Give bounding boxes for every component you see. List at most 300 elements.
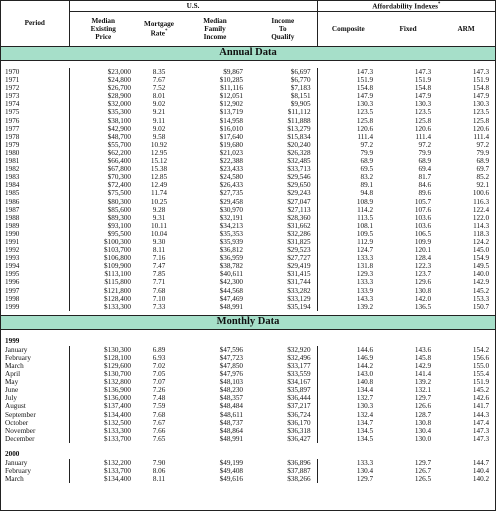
median-price-cell: $115,800 [69,278,137,286]
arm-index-cell: 145.2 [472,386,490,395]
arm-index-cell: 124.2 [472,237,490,246]
composite-index-cell: 130.3 [317,402,379,410]
arm-index-cell: 147.3 [472,434,490,443]
fixed-index-cell: 142.9 [414,362,432,370]
monthly-row [1,411,495,419]
period-cell: March [5,362,24,370]
fixed-index-cell: 79.9 [418,148,432,157]
median-price-cell: $106,800 [69,254,137,262]
income-to-qualify-cell: $20,240 [287,140,311,149]
income-to-qualify-cell: $33,177 [287,362,311,370]
period-cell: 1990 [5,229,20,238]
mortgage-rate-cell: 7.67 [152,76,166,85]
period-header: Period [1,1,69,47]
period-cell: 1970 [5,68,20,76]
median-income-cell: $42,300 [219,278,243,287]
monthly-row [1,459,495,467]
fixed-index-cell: 128.7 [414,410,432,419]
median-income-cell: $48,737 [219,418,243,427]
composite-header: Composite [317,12,379,47]
mortgage-rate-cell: 9.02 [152,124,166,133]
income-to-qualify-cell: $26,328 [287,148,311,157]
income-to-qualify-cell: $27,113 [287,205,311,214]
period-cell: 1998 [5,294,20,303]
median-price-cell: $67,800 [69,165,137,173]
median-price-cell: $48,700 [69,133,137,141]
mortgage-rate-cell: 9.02 [152,100,166,109]
composite-index-cell: 129.3 [317,270,379,278]
affordability-table [1,1,495,483]
median-price-cell: $100,300 [69,238,137,246]
income-to-qualify-cell: $9,905 [290,100,311,109]
median-price-cell: $133,700 [69,467,137,475]
period-cell: 1995 [5,270,20,279]
table-body [1,47,495,69]
monthly-row [1,378,495,386]
us-group-header: U.S. [69,1,317,12]
income-to-qualify-cell: $37,217 [287,402,311,411]
period-cell: 1997 [5,286,20,295]
mortgage-rate-cell: 7.71 [152,278,166,287]
median-income-cell: $38,782 [219,262,243,271]
monthly-row [1,475,495,483]
fixed-header: Fixed [379,12,437,47]
composite-index-cell: 109.5 [317,230,379,238]
median-price-cell: $132,200 [69,459,137,467]
composite-index-cell: 69.5 [317,165,379,173]
median-income-cell: $48,991 [219,434,243,443]
monthly-1999-rows [1,346,495,443]
period-cell: April [5,370,21,379]
composite-index-cell: 154.8 [317,84,379,92]
arm-index-cell: 140.4 [472,467,490,476]
period-cell: 1993 [5,254,20,263]
fixed-index-cell: 129.7 [414,394,432,403]
median-price-cell: $130,300 [69,346,137,354]
annual-row [1,246,495,254]
annual-row [1,117,495,125]
period-cell: 1971 [5,76,20,85]
composite-index-cell: 133.3 [317,254,379,262]
fixed-index-cell: 145.8 [414,353,432,362]
mortgage-rate-cell: 7.67 [152,418,166,427]
median-price-cell: $80,300 [69,198,137,206]
composite-index-cell: 147.9 [317,92,379,100]
income-to-qualify-cell: $36,444 [287,394,311,403]
period-cell: 1985 [5,189,20,198]
composite-index-cell: 133.3 [317,278,379,286]
income-to-qualify-cell: $38,266 [287,475,311,484]
income-to-qualify-cell: $32,496 [287,353,311,362]
composite-index-cell: 134.7 [317,419,379,427]
arm-index-cell: 100.6 [472,189,490,198]
arm-index-cell: 144.7 [472,458,490,467]
income-to-qualify-cell: $37,887 [287,467,311,476]
composite-index-cell: 139.2 [317,303,379,311]
income-to-qualify-cell: $29,243 [287,189,311,198]
income-to-qualify-cell: $32,485 [287,157,311,166]
annual-row [1,181,495,189]
arm-index-cell: 145.2 [472,286,490,295]
median-income-cell: $32,191 [219,213,243,222]
arm-index-cell: 111.4 [473,132,490,141]
median-income-cell: $26,433 [219,181,243,190]
composite-index-cell: 89.1 [317,181,379,189]
period-cell: 1983 [5,173,20,182]
median-income-cell: $27,735 [219,189,243,198]
fixed-index-cell: 68.9 [418,157,432,166]
arm-index-cell: 156.6 [472,353,490,362]
fixed-index-cell: 147.9 [414,92,432,101]
median-income-cell: $12,051 [219,92,243,101]
composite-index-cell: 151.9 [317,76,379,84]
period-cell: October [5,418,29,427]
mortgage-rate-cell: 7.10 [152,294,166,303]
mortgage-rate-cell: 8.11 [152,246,166,255]
composite-index-cell: 123.5 [317,108,379,116]
period-cell: 1989 [5,221,20,230]
monthly-row [1,354,495,362]
arm-index-cell: 69.7 [476,165,490,174]
annual-row [1,189,495,197]
median-price-cell: $113,100 [69,270,137,278]
composite-index-cell: 132.7 [317,394,379,402]
median-income-cell: $48,484 [219,402,243,411]
fixed-index-cell: 106.5 [414,229,432,238]
income-to-qualify-cell: $28,360 [287,213,311,222]
year-1999-label: 1999 [5,337,20,346]
mortgage-rate-cell: 8.01 [152,92,166,101]
period-cell: 1994 [5,262,20,271]
median-price-cell: $136,900 [69,386,137,394]
fixed-index-cell: 105.7 [414,197,432,206]
median-price-cell: $70,300 [69,173,137,181]
composite-index-cell: 129.7 [317,475,379,483]
median-income-cell: $17,640 [219,132,243,141]
period-cell: 1979 [5,140,20,149]
median-income-cell: $47,596 [219,345,243,354]
arm-index-cell: 140.2 [472,475,490,484]
annual-row [1,108,495,116]
median-income-cell: $23,433 [219,165,243,174]
median-income-cell: $49,616 [219,475,243,484]
annual-row [1,230,495,238]
income-to-qualify-cell: $36,170 [287,418,311,427]
median-price-cell: $93,100 [69,222,137,230]
monthly-row [1,419,495,427]
composite-index-cell: 130.3 [317,100,379,108]
median-income-cell: $36,959 [219,254,243,263]
composite-index-cell: 133.3 [317,459,379,467]
monthly-row [1,402,495,410]
arm-index-cell: 147.4 [472,418,490,427]
median-price-cell: $134,400 [69,475,137,483]
median-income-cell: $22,388 [219,157,243,166]
median-price-cell: $128,400 [69,295,137,303]
fixed-index-cell: 126.7 [414,467,432,476]
fixed-index-cell: 126.5 [414,475,432,484]
fixed-index-cell: 129.6 [414,278,432,287]
median-price-cell: $32,000 [69,100,137,108]
composite-index-cell: 113.5 [317,214,379,222]
fixed-index-cell: 130.0 [414,434,432,443]
monthly-row [1,346,495,354]
annual-row [1,165,495,173]
arm-index-cell: 97.2 [476,140,490,149]
period-cell: 1981 [5,157,20,166]
income-to-qualify-cell: $36,318 [287,426,311,435]
fixed-index-cell: 130.4 [414,426,432,435]
median-income-cell: $14,958 [219,116,243,125]
period-cell: 1977 [5,124,20,133]
median-price-cell: $62,200 [69,149,137,157]
annual-row [1,198,495,206]
mortgage-rate-cell: 10.92 [150,140,168,149]
annual-row [1,295,495,303]
mortgage-rate-cell: 7.48 [152,394,166,403]
annual-row [1,278,495,286]
annual-data-banner: Annual Data [1,47,495,61]
period-cell: August [5,402,26,411]
mortgage-rate-cell: 9.11 [152,116,166,125]
arm-index-cell: 123.5 [472,108,490,117]
income-to-qualify-cell: $13,279 [287,124,311,133]
arm-index-cell: 145.0 [472,246,490,255]
period-cell: 1991 [5,237,20,246]
fixed-index-cell: 103.6 [414,213,432,222]
mortgage-rate-cell: 7.26 [152,386,166,395]
fixed-index-cell: 142.0 [414,294,432,303]
period-cell: 1973 [5,92,20,101]
mortgage-rate-cell: 9.58 [152,132,166,141]
median-income-cell: $49,199 [219,458,243,467]
fixed-index-cell: 132.1 [414,386,432,395]
fixed-index-cell: 128.4 [414,254,432,263]
median-price-cell: $132,500 [69,419,137,427]
median-price-cell: $95,500 [69,230,137,238]
composite-index-cell: 134.5 [317,435,379,443]
annual-row [1,214,495,222]
median-price-cell: $26,700 [69,84,137,92]
median-income-cell: $35,353 [219,229,243,238]
composite-index-cell: 112.9 [317,238,379,246]
monthly-row [1,370,495,378]
monthly-data-banner: Monthly Data [1,315,495,329]
income-to-qualify-cell: $36,427 [287,434,311,443]
arm-index-cell: 155.4 [472,370,490,379]
income-to-qualify-cell: $33,713 [287,165,311,174]
annual-row [1,222,495,230]
arm-index-cell: 116.3 [473,197,490,206]
income-to-qualify-cell: $31,744 [287,278,311,287]
median-income-cell: $48,991 [219,302,243,311]
fixed-index-cell: 151.9 [414,76,432,85]
composite-index-cell: 140.8 [317,378,379,386]
median-price-cell: $66,400 [69,157,137,165]
period-cell: September [5,410,36,419]
period-cell: 1984 [5,181,20,190]
mortgage-rate-cell: 8.11 [152,475,166,484]
arm-index-cell: 125.8 [472,116,490,125]
arm-header: ARM [437,12,495,47]
period-cell: 1976 [5,116,20,125]
median-income-cell: $19,680 [219,140,243,149]
median-income-cell: $47,723 [219,353,243,362]
composite-index-cell: 114.2 [317,206,379,214]
median-price-cell: $42,900 [69,125,137,133]
affordability-group-header: Affordability Indexes* [317,1,495,12]
median-price-cell: $133,300 [69,303,137,311]
fixed-index-cell: 130.8 [414,418,432,427]
period-cell: 1972 [5,84,20,93]
arm-index-cell: 85.2 [476,173,490,182]
annual-row [1,238,495,246]
composite-index-cell: 125.8 [317,117,379,125]
composite-index-cell: 133.9 [317,287,379,295]
median-price-cell: $28,900 [69,92,137,100]
income-to-qualify-cell: $29,650 [287,181,311,190]
median-income-cell: $44,568 [219,286,243,295]
arm-index-cell: 147.9 [472,92,490,101]
arm-index-cell: 151.9 [472,378,490,387]
arm-index-cell: 79.9 [476,148,490,157]
monthly-row [1,386,495,394]
median-price-cell: $132,800 [69,378,137,386]
income-to-qualify-cell: $8,151 [290,92,311,101]
fixed-index-cell: 84.6 [418,181,432,190]
median-price-cell: $103,700 [69,246,137,254]
composite-index-cell: 130.4 [317,467,379,475]
income-to-qualify-cell: $32,920 [287,345,311,354]
composite-index-cell: 143.3 [317,295,379,303]
period-cell: 1975 [5,108,20,117]
arm-index-cell: 153.3 [472,294,490,303]
mortgage-rate-cell: 8.35 [152,68,166,76]
income-to-qualify-cell: $29,546 [287,173,311,182]
income-to-qualify-cell: $27,047 [287,197,311,206]
monthly-row [1,467,495,475]
arm-index-cell: 141.7 [472,402,490,411]
mortgage-rate-cell: 7.90 [152,458,166,467]
income-to-qualify-cell: $11,112 [287,108,311,117]
income-to-qualify-cell: $36,724 [287,410,311,419]
mortgage-rate-cell: 9.21 [152,108,166,117]
arm-index-cell: 151.9 [472,76,490,85]
median-price-cell: $134,400 [69,411,137,419]
median-income-cell: $30,970 [219,205,243,214]
fixed-index-cell: 143.6 [414,345,432,354]
annual-row [1,125,495,133]
mortgage-rate-cell: 10.04 [150,229,168,238]
fixed-index-cell: 120.6 [414,124,432,133]
fixed-index-cell: 97.2 [418,140,432,149]
income-to-qualify-cell: $15,834 [287,132,311,141]
annual-row [1,100,495,108]
mortgage-rate-cell: 9.31 [152,213,166,222]
median-price-cell: $72,400 [69,181,137,189]
income-to-qualify-cell: $31,825 [287,237,311,246]
median-price-cell: $136,000 [69,394,137,402]
mortgage-rate-cell: 8.06 [152,467,166,476]
annual-row [1,206,495,214]
arm-index-cell: 147.3 [472,68,490,76]
period-cell: 1999 [5,302,20,311]
arm-index-cell: 122.4 [472,205,490,214]
median-income-cell: $34,213 [219,221,243,230]
income-to-qualify-cell: $27,727 [287,254,311,263]
annual-row [1,262,495,270]
annual-row [1,149,495,157]
mortgage-rate-cell: 15.12 [150,157,168,166]
mortgage-rate-cell: 7.33 [152,302,166,311]
income-to-qualify-cell: $33,282 [287,286,311,295]
median-income-cell: $10,285 [219,76,243,85]
period-cell: 1992 [5,246,20,255]
mortgage-rate-cell: 7.68 [152,286,166,295]
annual-row [1,303,495,311]
period-cell: 1980 [5,148,20,157]
mortgage-rate-cell: 7.68 [152,410,166,419]
fixed-index-cell: 126.6 [414,402,432,411]
mortgage-rate-cell: 15.38 [150,165,168,174]
income-to-qualify-cell: $31,662 [287,221,311,230]
median-income-cell: $47,469 [219,294,243,303]
median-income-cell: $24,580 [219,173,243,182]
mortgage-rate-cell: 7.85 [152,270,166,279]
median-price-cell: $75,500 [69,189,137,197]
median-price-cell: $133,300 [69,427,137,435]
composite-index-cell: 111.4 [317,133,379,141]
median-income-cell: $48,864 [219,426,243,435]
annual-row [1,133,495,141]
composite-index-cell: 147.3 [317,68,379,76]
income-to-qualify-cell: $6,770 [290,76,311,85]
annual-row [1,68,495,76]
income-to-qualify-cell: $11,888 [287,116,311,125]
monthly-2000-rows [1,459,495,483]
annual-row [1,76,495,84]
annual-row [1,173,495,181]
period-cell: 1974 [5,100,20,109]
period-cell: January [5,345,28,354]
period-cell: 1996 [5,278,20,287]
arm-index-cell: 92.1 [476,181,490,190]
fixed-index-cell: 120.1 [414,246,432,255]
composite-index-cell: 68.9 [317,157,379,165]
period-cell: November [5,426,36,435]
median-price-cell: $133,700 [69,435,137,443]
mortgage-rate-cell: 10.25 [150,197,168,206]
median-price-cell: $109,900 [69,262,137,270]
monthly-row [1,394,495,402]
income-to-qualify-header: Income To Qualify [249,12,317,47]
median-income-cell: $47,976 [219,370,243,379]
median-income-cell: $35,939 [219,237,243,246]
arm-index-cell: 142.9 [472,278,490,287]
median-income-cell: $21,023 [219,148,243,157]
median-price-cell: $121,800 [69,287,137,295]
mortgage-rate-cell: 12.95 [150,148,168,157]
fixed-index-cell: 136.5 [414,302,432,311]
annual-row [1,92,495,100]
median-price-cell: $24,800 [69,76,137,84]
annual-row [1,287,495,295]
median-income-cell: $48,230 [219,386,243,395]
income-to-qualify-cell: $36,896 [287,458,311,467]
fixed-index-cell: 130.8 [414,286,432,295]
monthly-row [1,427,495,435]
median-price-cell: $35,300 [69,108,137,116]
